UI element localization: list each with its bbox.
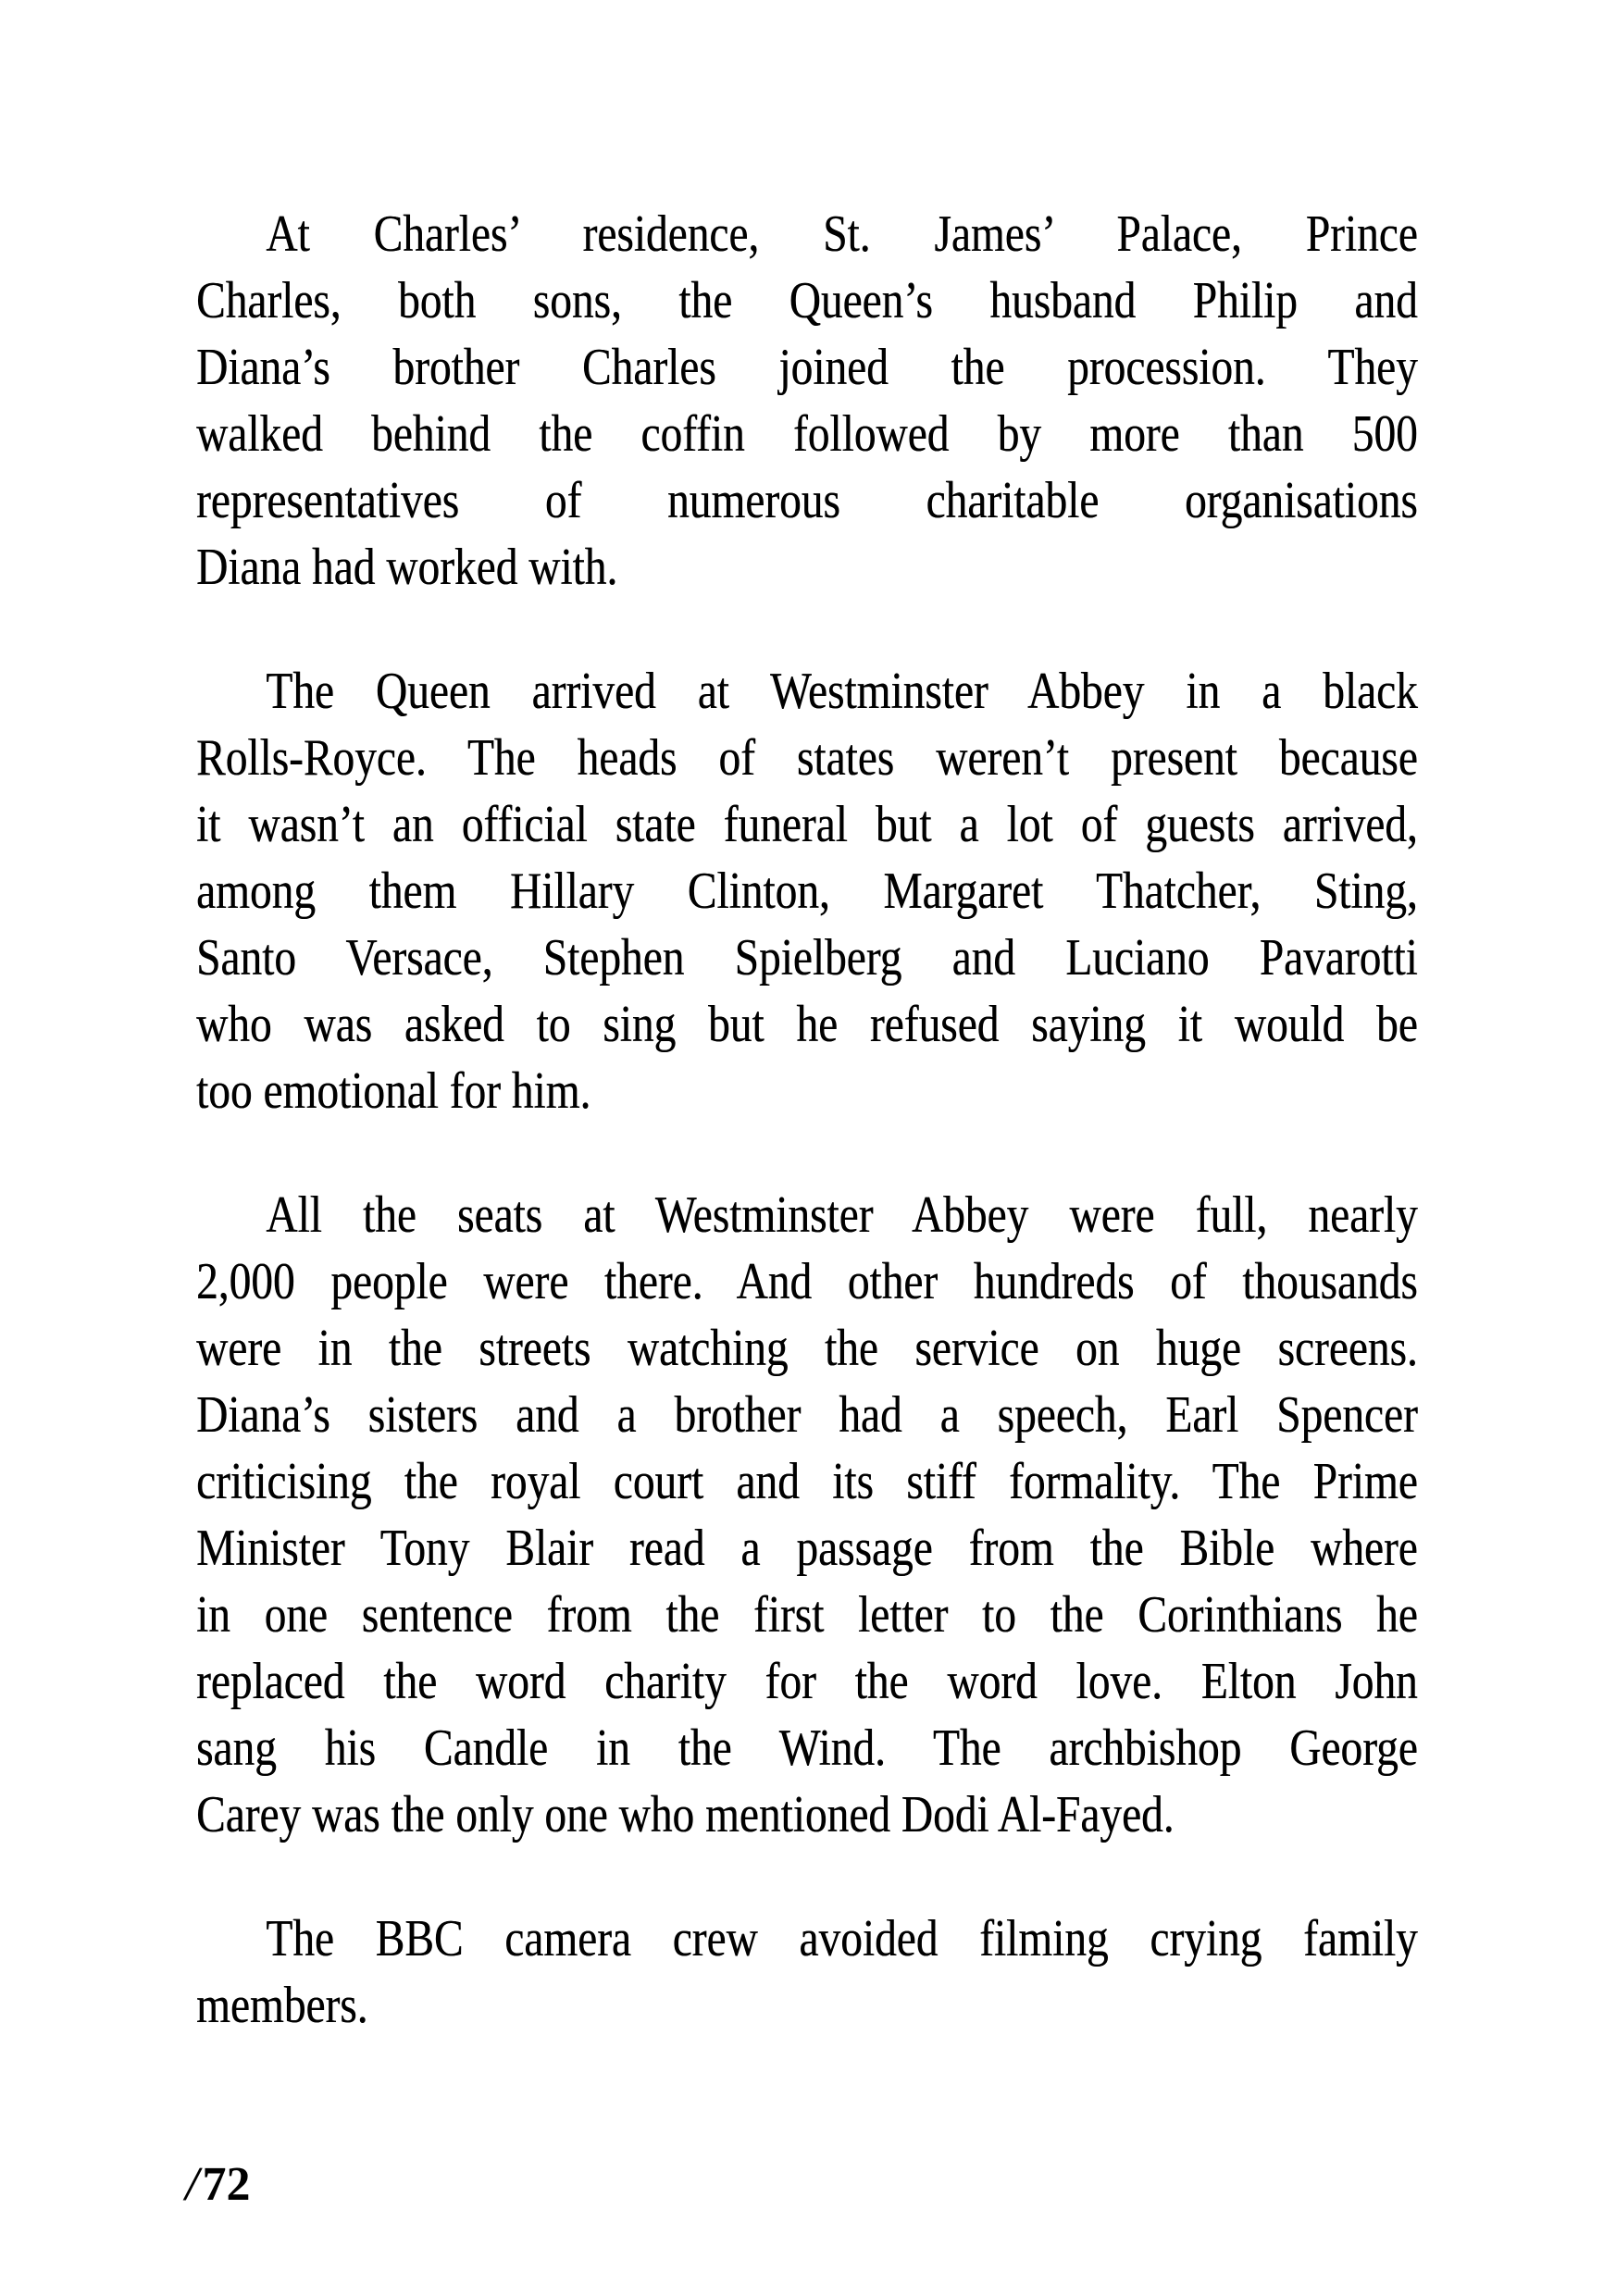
text-line: it wasn’t an official state funeral but a lot of guests arrived,	[196, 796, 1418, 853]
text-line: The Queen arrived at Westminster Abbey in a black	[266, 663, 1418, 720]
text-line: walked behind the coffin followed by more than 500	[196, 405, 1418, 463]
body-text	[196, 201, 1418, 2039]
paragraph	[196, 1905, 1418, 2039]
text-line: Charles, both sons, the Queen’s husband Philip and	[196, 272, 1418, 329]
text-line: Santo Versace, Stephen Spielberg and Luciano Pavarotti	[196, 929, 1418, 987]
text-line: criticising the royal court and its stiff formality. The Prime	[196, 1453, 1418, 1510]
text-line: were in the streets watching the service on huge screens.	[196, 1320, 1418, 1377]
page-number-value: 72	[202, 2158, 251, 2211]
paragraph	[196, 658, 1418, 1124]
text-line: too emotional for him.	[196, 1062, 591, 1120]
text-line: representatives of numerous charitable organisations	[196, 472, 1418, 529]
text-line: The BBC camera crew avoided filming crying family	[266, 1910, 1418, 1967]
text-line: Diana’s sisters and a brother had a speech, Earl Spencer	[196, 1386, 1418, 1444]
text-line: Rolls-Royce. The heads of states weren’t present because	[196, 729, 1418, 787]
text-line: in one sentence from the first letter to the Corinthians he	[196, 1586, 1418, 1644]
paragraph	[196, 201, 1418, 601]
text-line: Minister Tony Blair read a passage from the Bible where	[196, 1520, 1418, 1577]
text-line: members.	[196, 1977, 368, 2034]
page-number-slash: /	[185, 2158, 199, 2211]
text-line: among them Hillary Clinton, Margaret Thatcher, Sting,	[196, 863, 1418, 920]
text-line: replaced the word charity for the word love. Elton John	[196, 1653, 1418, 1710]
text-line: At Charles’ residence, St. James’ Palace, Prince	[266, 205, 1418, 263]
text-line: sang his Candle in the Wind. The archbishop George	[196, 1719, 1418, 1777]
text-line: All the seats at Westminster Abbey were full, nearly	[266, 1186, 1418, 1244]
text-line: Diana had worked with.	[196, 539, 618, 596]
page-number	[185, 2158, 251, 2211]
text-line: 2,000 people were there. And other hundreds of thousands	[196, 1253, 1418, 1310]
paragraph	[196, 1182, 1418, 1848]
text-line: Diana’s brother Charles joined the procession. They	[196, 339, 1418, 396]
text-line: who was asked to sing but he refused saying it would be	[196, 996, 1418, 1053]
text-line: Carey was the only one who mentioned Dodi Al-Fayed.	[196, 1786, 1175, 1843]
